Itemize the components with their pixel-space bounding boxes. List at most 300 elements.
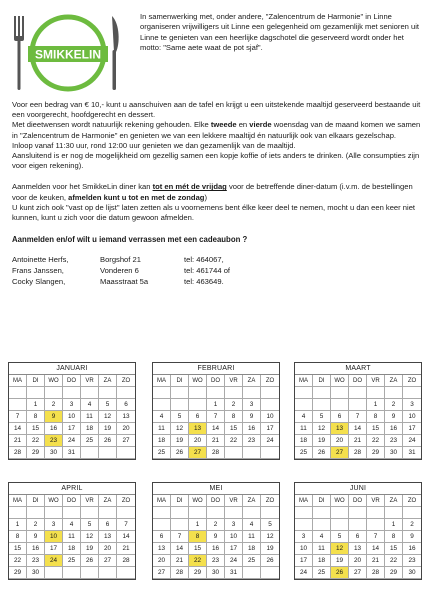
calendar-day: 27 xyxy=(153,567,171,579)
calendar-day: 23 xyxy=(27,555,45,567)
calendar-day: 3 xyxy=(243,399,261,411)
calendar-day xyxy=(81,507,99,519)
calendar-day: 5 xyxy=(81,519,99,531)
calendar-day-highlighted: 27 xyxy=(331,447,349,459)
calendar-day xyxy=(349,387,367,399)
calendar-day xyxy=(9,507,27,519)
calendar-day: 4 xyxy=(81,399,99,411)
calendar-day: 18 xyxy=(81,423,99,435)
calendar-day: 5 xyxy=(313,411,331,423)
calendar-day xyxy=(63,567,81,579)
calendar-day: 21 xyxy=(117,543,135,555)
calendar-day: 30 xyxy=(45,447,63,459)
calendar-day xyxy=(63,387,81,399)
calendar-day-highlighted: 23 xyxy=(45,435,63,447)
calendar-day-highlighted: 8 xyxy=(189,531,207,543)
weekday-header: MA xyxy=(9,375,27,387)
calendar-day: 13 xyxy=(349,543,367,555)
calendar-day: 19 xyxy=(171,435,189,447)
calendar-day: 14 xyxy=(171,543,189,555)
calendar-day-highlighted: 27 xyxy=(189,447,207,459)
calendar-day: 15 xyxy=(225,423,243,435)
weekday-header: DI xyxy=(27,375,45,387)
calendar-day xyxy=(367,387,385,399)
calendar-day xyxy=(225,447,243,459)
calendar-day: 29 xyxy=(9,567,27,579)
weekday-header: WO xyxy=(331,495,349,507)
smikkelin-logo xyxy=(8,8,128,98)
calendar-day: 27 xyxy=(117,435,135,447)
calendar-day xyxy=(331,507,349,519)
calendar-day xyxy=(63,507,81,519)
calendar-day: 3 xyxy=(295,531,313,543)
calendar-day xyxy=(207,387,225,399)
calendar-day: 8 xyxy=(225,411,243,423)
calendar-day: 10 xyxy=(261,411,279,423)
calendar-day: 25 xyxy=(81,435,99,447)
calendar-day: 9 xyxy=(403,531,421,543)
weekday-header: ZA xyxy=(243,495,261,507)
calendar-day: 31 xyxy=(225,567,243,579)
calendar-day: 14 xyxy=(207,423,225,435)
calendar-day xyxy=(189,507,207,519)
weekday-header: VR xyxy=(225,495,243,507)
calendar-day xyxy=(331,519,349,531)
calendar-day: 20 xyxy=(349,555,367,567)
weekday-header: DI xyxy=(27,495,45,507)
calendar-day: 30 xyxy=(385,447,403,459)
calendar-day: 9 xyxy=(385,411,403,423)
calendar-day xyxy=(99,447,117,459)
weekday-header: VR xyxy=(81,375,99,387)
calendar-day: 9 xyxy=(27,531,45,543)
calendar-day: 18 xyxy=(153,435,171,447)
calendar-day: 13 xyxy=(153,543,171,555)
weekday-header: WO xyxy=(45,375,63,387)
calendar-day: 6 xyxy=(99,519,117,531)
weekday-header: WO xyxy=(45,495,63,507)
calendar-day xyxy=(171,507,189,519)
calendar-month-title: MEI xyxy=(153,483,279,495)
calendar-day-highlighted: 10 xyxy=(45,531,63,543)
calendar-day: 16 xyxy=(27,543,45,555)
calendar-day: 25 xyxy=(295,447,313,459)
main-body xyxy=(12,100,422,287)
calendar-day: 3 xyxy=(63,399,81,411)
calendar-day: 1 xyxy=(385,519,403,531)
calendar-day-highlighted: 22 xyxy=(189,555,207,567)
knife-icon xyxy=(112,16,119,90)
calendar-day: 25 xyxy=(63,555,81,567)
calendar-day: 15 xyxy=(9,543,27,555)
calendar-day: 7 xyxy=(207,411,225,423)
weekday-header: MA xyxy=(153,495,171,507)
calendar-day: 21 xyxy=(349,435,367,447)
calendar-day: 14 xyxy=(367,543,385,555)
calendar-day: 17 xyxy=(45,543,63,555)
calendar-day: 2 xyxy=(207,519,225,531)
calendar-day: 1 xyxy=(367,399,385,411)
calendar-day: 7 xyxy=(117,519,135,531)
weekday-header: ZA xyxy=(99,495,117,507)
calendar-day: 17 xyxy=(225,543,243,555)
calendar-day: 9 xyxy=(207,531,225,543)
calendar-day: 29 xyxy=(27,447,45,459)
intro-text: In samenwerking met, onder andere, "Zalencentrum de Harmonie" in Linne organiseren vrijwilligers uit Linne een gelegenheid om gezamenlijk met senioren uit Linne te genieten van een heerlijke dagschotel die geserveerd wordt onder het motto: "Same aete waat de pot sjaf". xyxy=(140,12,420,53)
calendar-day xyxy=(45,507,63,519)
signup-paragraph: Aanmelden voor het SmikkeLin diner kan tot en mét de vrijdag voor de betreffende diner-datum (i.v.m. de bestellingen voor de keuken, afmelden kunt u tot en met de zondag) xyxy=(12,182,413,202)
weekday-header: VR xyxy=(367,495,385,507)
calendar-day: 17 xyxy=(295,555,313,567)
calendar-day: 24 xyxy=(225,555,243,567)
calendar-day: 28 xyxy=(9,447,27,459)
calendar-day xyxy=(99,567,117,579)
calendar-day: 26 xyxy=(81,555,99,567)
calendar-day xyxy=(313,519,331,531)
calendar-day xyxy=(225,507,243,519)
coffee-paragraph: Aansluitend is er nog de mogelijkheid om gezellig samen een kopje koffie of iets anders te drinken. (Alle consumpties zijn voor eigen rekening). xyxy=(12,151,420,171)
calendar-day: 12 xyxy=(313,423,331,435)
calendar-day xyxy=(261,507,279,519)
calendar-day: 18 xyxy=(313,555,331,567)
calendar-day xyxy=(153,519,171,531)
calendar-day: 31 xyxy=(63,447,81,459)
calendar-day: 28 xyxy=(349,447,367,459)
weekday-header: DO xyxy=(207,495,225,507)
calendar-day xyxy=(385,387,403,399)
calendar-day: 29 xyxy=(189,567,207,579)
calendar-day: 7 xyxy=(171,531,189,543)
calendar-day: 25 xyxy=(153,447,171,459)
calendar-day: 22 xyxy=(367,435,385,447)
weekday-header: WO xyxy=(189,495,207,507)
calendar-grid xyxy=(295,495,421,579)
calendar-day: 15 xyxy=(189,543,207,555)
calendar-day: 14 xyxy=(349,423,367,435)
calendar-day: 16 xyxy=(45,423,63,435)
calendar-day: 16 xyxy=(207,543,225,555)
contact-row: Cocky Slangen, Maasstraat 5a tel: 463649. xyxy=(12,276,224,286)
calendar-day xyxy=(331,387,349,399)
calendar-day xyxy=(261,447,279,459)
calendar-day: 3 xyxy=(225,519,243,531)
calendar-day: 26 xyxy=(261,555,279,567)
weekday-header: DI xyxy=(171,375,189,387)
calendar-day: 2 xyxy=(27,519,45,531)
calendar-day xyxy=(99,507,117,519)
calendar-grid xyxy=(153,495,279,579)
calendar-day: 20 xyxy=(331,435,349,447)
calendar-grid xyxy=(9,495,135,579)
calendar-day: 26 xyxy=(171,447,189,459)
calendar-day: 2 xyxy=(385,399,403,411)
calendar-day: 4 xyxy=(313,531,331,543)
weekday-header: ZO xyxy=(117,375,135,387)
weekday-header: MA xyxy=(153,375,171,387)
weekday-header: ZO xyxy=(403,495,421,507)
calendar-day: 4 xyxy=(63,519,81,531)
weekday-header: ZA xyxy=(243,375,261,387)
calendar-day: 16 xyxy=(385,423,403,435)
calendar-day: 20 xyxy=(153,555,171,567)
calendar-day: 17 xyxy=(403,423,421,435)
calendar-day: 5 xyxy=(331,531,349,543)
calendar-day xyxy=(261,567,279,579)
calendar-day-highlighted: 24 xyxy=(45,555,63,567)
weekday-header: ZA xyxy=(385,495,403,507)
calendar-day xyxy=(403,507,421,519)
calendar-day xyxy=(243,447,261,459)
weekday-header: DI xyxy=(313,495,331,507)
calendar-januari xyxy=(8,362,136,460)
weekday-header: MA xyxy=(295,495,313,507)
calendar-day: 11 xyxy=(243,531,261,543)
calendar-day xyxy=(403,387,421,399)
calendar-day xyxy=(367,507,385,519)
calendar-day xyxy=(295,387,313,399)
calendar-day: 11 xyxy=(153,423,171,435)
calendar-day xyxy=(225,387,243,399)
fork-icon xyxy=(14,16,24,90)
calendar-day xyxy=(117,507,135,519)
price-paragraph: Voor een bedrag van € 10,- kunt u aanschuiven aan de tafel en krijgt u een uitstekende maaltijd geserveerd bestaande uit een voorgerecht, hoofdgerecht en dessert. xyxy=(12,100,421,120)
calendar-day: 22 xyxy=(225,435,243,447)
calendar-day: 21 xyxy=(9,435,27,447)
svg-text:SMIKKELIN: SMIKKELIN xyxy=(34,47,102,62)
weekday-header: ZO xyxy=(261,375,279,387)
calendar-day xyxy=(9,399,27,411)
calendar-day: 16 xyxy=(403,543,421,555)
contact-row: Frans Janssen, Vonderen 6 tel: 461744 of xyxy=(12,266,231,276)
weekday-header: DO xyxy=(63,495,81,507)
calendar-day xyxy=(99,387,117,399)
calendar-day: 30 xyxy=(403,567,421,579)
calendar-day: 13 xyxy=(117,411,135,423)
calendar-day xyxy=(81,447,99,459)
calendar-day: 22 xyxy=(385,555,403,567)
weekday-header: DI xyxy=(171,495,189,507)
calendar-day: 2 xyxy=(225,399,243,411)
calendar-day: 28 xyxy=(367,567,385,579)
calendar-day: 30 xyxy=(27,567,45,579)
calendar-day: 5 xyxy=(261,519,279,531)
weekday-header: DO xyxy=(63,375,81,387)
calendar-day: 12 xyxy=(99,411,117,423)
calendar-day: 14 xyxy=(9,423,27,435)
calendar-day: 22 xyxy=(27,435,45,447)
calendar-day-highlighted: 13 xyxy=(189,423,207,435)
calendar-day: 6 xyxy=(153,531,171,543)
calendar-day: 2 xyxy=(45,399,63,411)
calendar-day: 18 xyxy=(295,435,313,447)
calendar-day: 27 xyxy=(349,567,367,579)
calendar-day: 7 xyxy=(349,411,367,423)
calendar-day: 25 xyxy=(313,567,331,579)
calendar-day: 31 xyxy=(403,447,421,459)
weekday-header: DO xyxy=(349,495,367,507)
calendar-day: 5 xyxy=(171,411,189,423)
calendar-grid xyxy=(153,375,279,459)
weekday-header: DO xyxy=(207,375,225,387)
calendar-day: 26 xyxy=(99,435,117,447)
calendar-day xyxy=(243,387,261,399)
calendar-day: 4 xyxy=(153,411,171,423)
weekday-header: WO xyxy=(331,375,349,387)
calendar-day: 24 xyxy=(403,435,421,447)
calendar-day xyxy=(45,567,63,579)
weekday-header: VR xyxy=(367,375,385,387)
weekday-header: MA xyxy=(9,495,27,507)
calendar-month-title: JUNI xyxy=(295,483,421,495)
calendar-day xyxy=(313,507,331,519)
calendar-day: 10 xyxy=(403,411,421,423)
calendar-day: 11 xyxy=(313,543,331,555)
calendar-day: 27 xyxy=(99,555,117,567)
calendar-day: 23 xyxy=(243,435,261,447)
calendar-day: 6 xyxy=(331,411,349,423)
weekday-header: MA xyxy=(295,375,313,387)
calendar-day xyxy=(349,507,367,519)
calendar-day xyxy=(313,387,331,399)
calendar-day: 23 xyxy=(403,555,421,567)
calendar-day: 11 xyxy=(81,411,99,423)
time-paragraph: Inloop vanaf 11:30 uur, rond 12:00 uur genieten we dan gezamenlijk van de maaltijd. xyxy=(12,140,296,150)
weekday-header: ZO xyxy=(261,495,279,507)
calendar-mei xyxy=(152,482,280,580)
calendar-day: 4 xyxy=(243,519,261,531)
calendar-day: 17 xyxy=(261,423,279,435)
calendar-day: 10 xyxy=(63,411,81,423)
weekday-header: ZA xyxy=(385,375,403,387)
weekday-header: DO xyxy=(349,375,367,387)
calendar-day xyxy=(171,519,189,531)
calendar-day: 10 xyxy=(225,531,243,543)
calendar-day: 6 xyxy=(117,399,135,411)
calendar-day: 3 xyxy=(403,399,421,411)
calendar-day: 8 xyxy=(385,531,403,543)
contact-list xyxy=(12,255,422,287)
calendar-grid xyxy=(295,375,421,459)
calendar-month-title: FEBRUARI xyxy=(153,363,279,375)
calendar-day: 24 xyxy=(63,435,81,447)
calendar-maart xyxy=(294,362,422,460)
calendar-day xyxy=(27,507,45,519)
calendar-day: 29 xyxy=(385,567,403,579)
calendar-day xyxy=(153,399,171,411)
calendar-februari xyxy=(152,362,280,460)
calendar-day: 22 xyxy=(9,555,27,567)
weekday-header: VR xyxy=(225,375,243,387)
calendar-day: 19 xyxy=(261,543,279,555)
calendar-day: 1 xyxy=(189,519,207,531)
calendar-day xyxy=(295,507,313,519)
calendar-day: 17 xyxy=(63,423,81,435)
weekday-header: ZO xyxy=(117,495,135,507)
calendar-month-title: APRIL xyxy=(9,483,135,495)
weekday-header: ZA xyxy=(99,375,117,387)
calendar-day xyxy=(45,387,63,399)
calendar-day xyxy=(243,507,261,519)
calendar-day xyxy=(349,519,367,531)
calendar-day: 24 xyxy=(261,435,279,447)
calendar-day: 10 xyxy=(295,543,313,555)
weekday-header: DI xyxy=(313,375,331,387)
calendar-day: 25 xyxy=(243,555,261,567)
calendar-day xyxy=(153,387,171,399)
calendar-day xyxy=(153,507,171,519)
calendar-day: 19 xyxy=(313,435,331,447)
calendar-day: 1 xyxy=(207,399,225,411)
calendar-day: 23 xyxy=(207,555,225,567)
calendar-day: 28 xyxy=(207,447,225,459)
calendar-day xyxy=(349,399,367,411)
calendar-day-highlighted: 12 xyxy=(331,543,349,555)
calendar-day-highlighted: 9 xyxy=(45,411,63,423)
calendar-day: 1 xyxy=(27,399,45,411)
calendar-day xyxy=(295,399,313,411)
calendar-day xyxy=(189,387,207,399)
weekday-header: WO xyxy=(189,375,207,387)
calendar-day: 21 xyxy=(207,435,225,447)
calendar-day: 19 xyxy=(99,423,117,435)
calendar-day: 20 xyxy=(189,435,207,447)
calendar-day xyxy=(117,387,135,399)
calendar-day: 12 xyxy=(171,423,189,435)
calendar-juni xyxy=(294,482,422,580)
contact-row: Antoinette Herfs, Borgshof 21 tel: 464067, xyxy=(12,255,224,265)
calendar-day: 1 xyxy=(9,519,27,531)
calendar-day xyxy=(117,567,135,579)
calendar-day: 21 xyxy=(171,555,189,567)
calendar-day: 14 xyxy=(117,531,135,543)
calendar-day: 15 xyxy=(385,543,403,555)
calendar-day xyxy=(27,387,45,399)
calendar-day xyxy=(261,399,279,411)
calendar-day: 15 xyxy=(27,423,45,435)
calendar-day: 7 xyxy=(9,411,27,423)
calendar-day: 8 xyxy=(367,411,385,423)
calendar-day-highlighted: 26 xyxy=(331,567,349,579)
calendar-month-title: MAART xyxy=(295,363,421,375)
calendar-day: 18 xyxy=(63,543,81,555)
calendar-day: 29 xyxy=(367,447,385,459)
calendar-day xyxy=(189,399,207,411)
calendar-day: 11 xyxy=(295,423,313,435)
calendar-day: 18 xyxy=(243,543,261,555)
calendar-day: 8 xyxy=(27,411,45,423)
calendar-day xyxy=(207,507,225,519)
calendar-day xyxy=(117,447,135,459)
calendar-day: 30 xyxy=(207,567,225,579)
calendar-day: 9 xyxy=(243,411,261,423)
calendar-day: 28 xyxy=(117,555,135,567)
calendar-day: 6 xyxy=(349,531,367,543)
calendar-day xyxy=(261,387,279,399)
calendar-day: 24 xyxy=(295,567,313,579)
calendar-day xyxy=(171,399,189,411)
calendar-day: 11 xyxy=(63,531,81,543)
calendar-day xyxy=(367,519,385,531)
calendar-day: 19 xyxy=(81,543,99,555)
list-paragraph: U kunt zich ook "vast op de lijst" laten zetten als u voornemens bent élke keer deel te nemen, mocht u dan een keer niet kunnen, kunt u zich voor die datum gewoon afmelden. xyxy=(12,202,416,223)
weekday-header: ZO xyxy=(403,375,421,387)
calendar-day: 7 xyxy=(367,531,385,543)
calendar-day xyxy=(295,519,313,531)
calendar-day xyxy=(81,387,99,399)
diet-paragraph: Met dieetwensen wordt natuurlijk rekening gehouden. Elke tweede en vierde woensdag van de maand komen we samen in "Zalencentrum de Harmonie" en genieten we van een lekkere maaltijd én natuurlijk ook van elkaars gezelschap. xyxy=(12,120,421,140)
calendar-day: 5 xyxy=(99,399,117,411)
calendar-day xyxy=(313,399,331,411)
